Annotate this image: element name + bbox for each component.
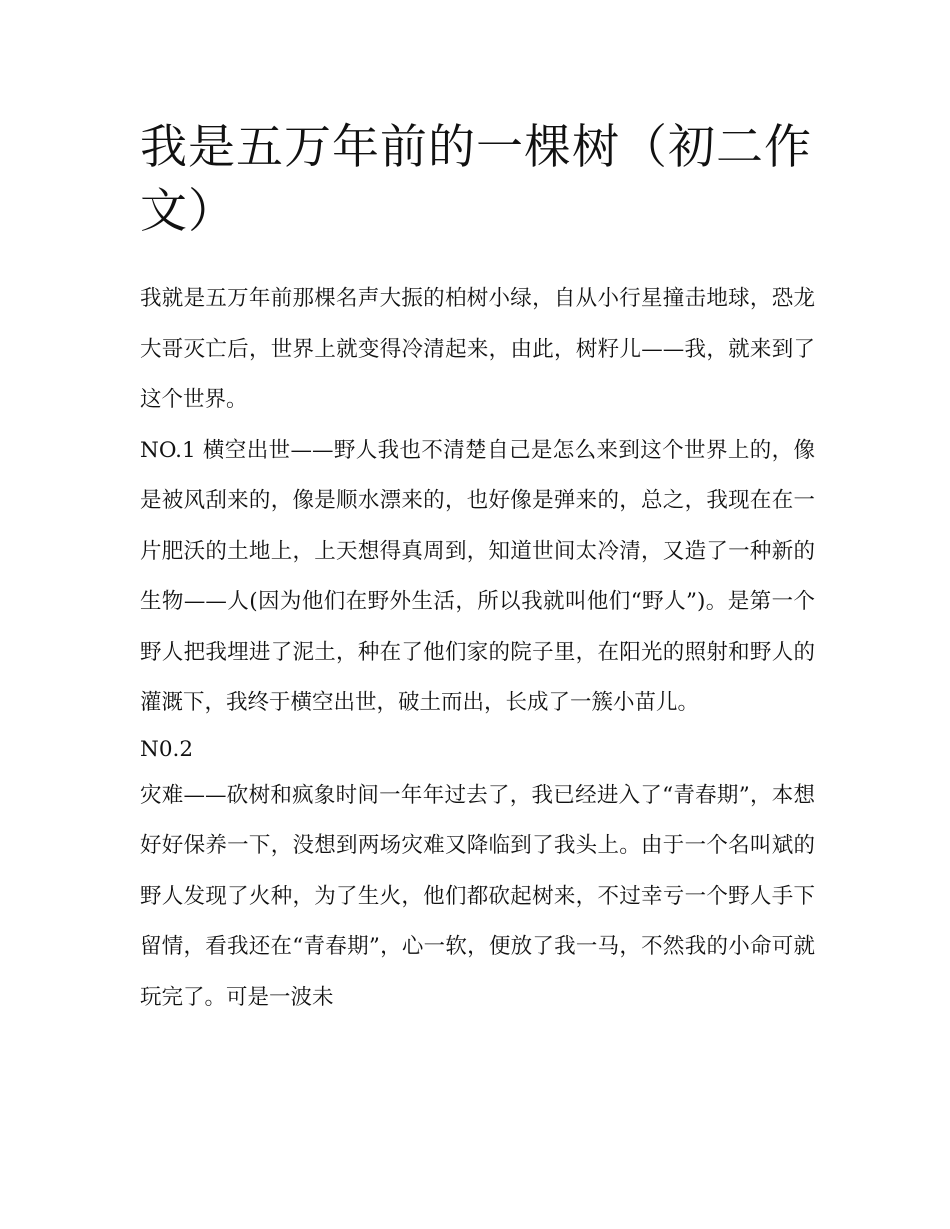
- document-body: [140, 116, 815, 1023]
- document-title: 我是五万年前的一棵树（初二作文）: [140, 120, 812, 239]
- paragraph-no1: NO.1 横空出世——野人我也不清楚自己是怎么来到这个世界上的，像是被风刮来的，像是顺水漂来的，也好像是弹来的，总之，我现在在一片肥沃的土地上，上天想得真周到，知道世间太冷清，又造了一种新的生物——人(因为他们在野外生活，所以我就叫他们“野人”)。是第一个野人把我埋进了泥土，种在了他们家的院子里，在阳光的照射和野人的灌溉下，我终于横空出世，破土而出，长成了一簇小苗儿。: [140, 437, 815, 715]
- paragraph-no2: 灾难——砍树和疯象时间一年年过去了，我已经进入了“青春期”，本想好好保养一下，没想到两场灾难又降临到了我头上。由于一个名叫斌的野人发现了火种，为了生火，他们都砍起树来，不过幸亏一个野人手下留情，看我还在“青春期”，心一软，便放了我一马，不然我的小命可就玩完了。可是一波未: [140, 782, 815, 1010]
- paragraph-intro: 我就是五万年前那棵名声大振的柏树小绿，自从小行星撞击地球，恐龙大哥灭亡后，世界上就变得冷清起来，由此，树籽儿——我，就来到了这个世界。: [140, 286, 815, 412]
- section-label-no2: N0.2: [140, 736, 194, 762]
